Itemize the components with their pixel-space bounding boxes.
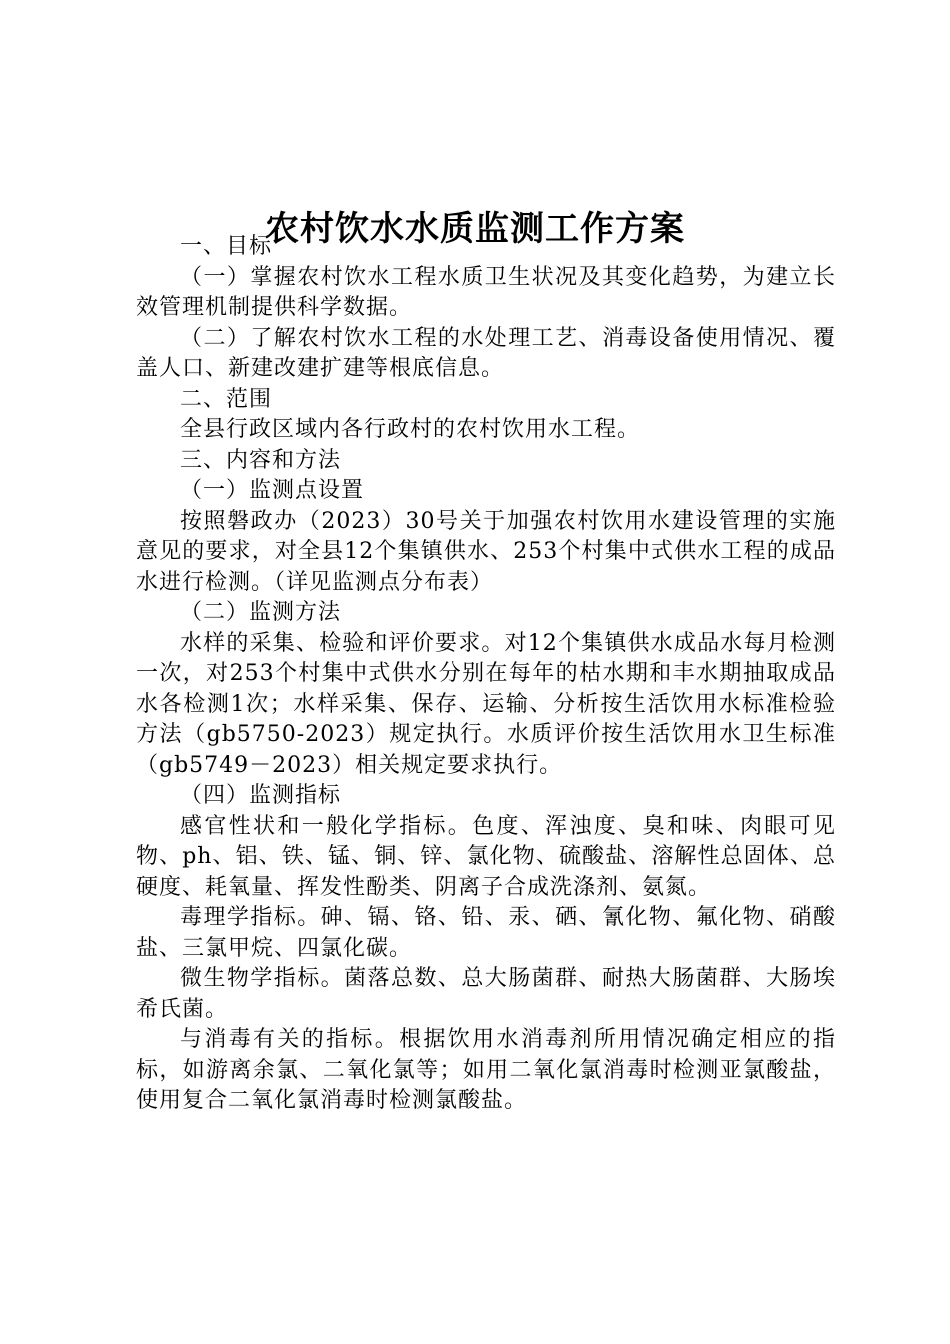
monitoring-methods-text: 水样的采集、检验和评价要求。对12个集镇供水成品水每月检测一次，对253个村集中式供水分别在每年的枯水期和丰水期抽取成品水各检测1次；水样采集、保存、运输、分析按生活饮用水标准检验方法（gb5750-2023）规定执行。水质评价按生活饮用水卫生标准（gb5749－2023）相关规定要求执行。 (136, 630, 836, 778)
document-body (136, 232, 836, 1117)
section-heading-content-methods: 三、内容和方法 (180, 447, 342, 473)
indicator-disinfection: 与消毒有关的指标。根据饮用水消毒剂所用情况确定相应的指标，如游离余氯、二氧化氯等；如用二氧化氯消毒时检测亚氯酸盐，使用复合二氧化氯消毒时检测氯酸盐。 (136, 1027, 836, 1113)
subheading-monitoring-points: （一）监测点设置 (180, 478, 365, 503)
goal-item-1: （一）掌握农村饮水工程水质卫生状况及其变化趋势，为建立长效管理机制提供科学数据。 (136, 264, 836, 320)
monitoring-points-text: 按照磐政办（2023）30号关于加强农村饮用水建设管理的实施意见的要求，对全县12个集镇供水、253个村集中式供水工程的成品水进行检测。（详见监测点分布表） (136, 508, 836, 595)
subheading-monitoring-indicators: （四）监测指标 (180, 783, 342, 808)
section-heading-scope: 二、范围 (180, 386, 273, 412)
subheading-monitoring-methods: （二）监测方法 (180, 600, 342, 625)
goal-item-2: （二）了解农村饮水工程的水处理工艺、消毒设备使用情况、覆盖人口、新建改建扩建等根底信息。 (136, 325, 836, 381)
document-title: 农村饮水水质监测工作方案 (265, 208, 685, 249)
indicator-microbiological: 微生物学指标。菌落总数、总大肠菌群、耐热大肠菌群、大肠埃希氏菌。 (136, 966, 836, 1022)
section-heading-goals: 一、目标 (180, 234, 273, 259)
scope-text: 全县行政区域内各行政村的农村饮用水工程。 (180, 417, 641, 442)
indicator-toxicological: 毒理学指标。砷、镉、铬、铅、汞、硒、氰化物、氟化物、硝酸盐、三氯甲烷、四氯化碳。 (136, 905, 836, 961)
indicator-sensory-chemical: 感官性状和一般化学指标。色度、浑浊度、臭和味、肉眼可见物、ph、铝、铁、锰、铜、锌、氯化物、硫酸盐、溶解性总固体、总硬度、耗氧量、挥发性酚类、阴离子合成洗涤剂、氨氮。 (136, 813, 836, 900)
